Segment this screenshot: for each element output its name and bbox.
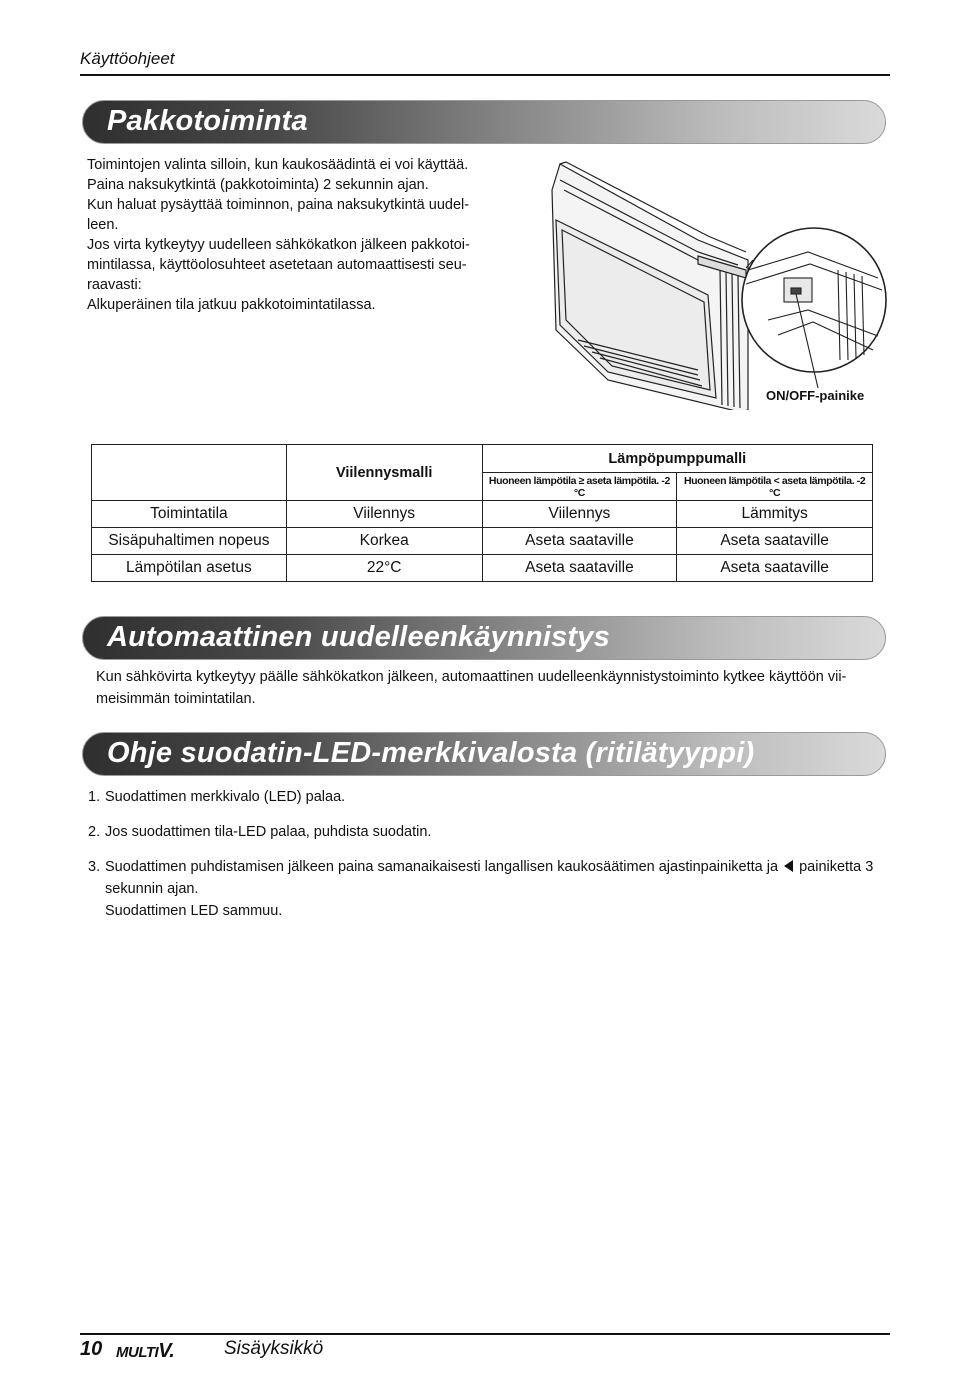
cell-cooling: 22°C	[286, 555, 482, 582]
running-header: Käyttöohjeet	[80, 49, 175, 68]
on-off-button-label: ON/OFF-painike	[766, 388, 865, 403]
section-bar-filter-led	[82, 732, 886, 776]
left-arrow-icon	[784, 860, 793, 872]
list-item	[88, 786, 878, 808]
item-text: painiketta 3	[799, 859, 874, 875]
text-line: meisimmän toimintatilan.	[96, 691, 256, 707]
cell-cooling: Korkea	[286, 528, 482, 555]
cell-hp-lt: Aseta saataville	[677, 555, 873, 582]
text-line: Paina naksukytkintä (pakkotoiminta) 2 sekunnin ajan.	[87, 177, 429, 193]
cell-hp-ge: Aseta saataville	[482, 555, 677, 582]
table-row	[92, 528, 873, 555]
text-line: Jos virta kytkeytyy uudelleen sähkökatkon jälkeen pakkotoi-	[87, 237, 470, 253]
header-heatpump-model: Lämpöpumppumalli	[482, 445, 872, 473]
row-label: Toimintatila	[92, 501, 287, 528]
section-bar-forced-operation	[82, 100, 886, 144]
section-title: Ohje suodatin-LED-merkkivalosta (ritilätyyppi)	[107, 737, 755, 769]
item-number: 3.	[88, 859, 101, 875]
page-number: 10	[80, 1338, 103, 1360]
brand-text: MULTI	[116, 1344, 159, 1361]
cell-cooling: Viilennys	[286, 501, 482, 528]
item-text: sekunnin ajan.	[105, 881, 199, 897]
subheader-ge: Huoneen lämpötila ≥ aseta lämpötila. -2 °C	[482, 473, 677, 501]
section-bar-auto-restart	[82, 616, 886, 660]
list-item	[88, 856, 878, 922]
text-line: Kun sähkövirta kytkeytyy päälle sähkökatkon jälkeen, automaattinen uudelleenkäynnistystoiminto kytkee käyttöön vii-	[96, 669, 847, 685]
table-row	[92, 555, 873, 582]
row-label: Sisäpuhaltimen nopeus	[92, 528, 287, 555]
list-item	[88, 821, 878, 843]
item-number: 1.	[88, 789, 101, 805]
item-text: Suodattimen merkkivalo (LED) palaa.	[105, 789, 346, 805]
text-line: Kun haluat pysäyttää toiminnon, paina naksukytkintä uudel-	[87, 197, 470, 213]
table-header-row	[92, 445, 873, 473]
cell-hp-ge: Viilennys	[482, 501, 677, 528]
header-rule	[80, 74, 890, 76]
section-title: Pakkotoiminta	[107, 105, 308, 137]
cell-hp-lt: Aseta saataville	[677, 528, 873, 555]
subheader-lt: Huoneen lämpötila < aseta lämpötila. -2 °C	[677, 473, 873, 501]
cell-hp-ge: Aseta saataville	[482, 528, 677, 555]
brand-v: V.	[158, 1340, 175, 1362]
auto-restart-text	[96, 666, 888, 710]
indoor-unit-figure	[548, 160, 888, 410]
item-text: Suodattimen puhdistamisen jälkeen paina samanaikaisesti langallisen kaukosäätimen ajastinpainiketta ja	[105, 859, 779, 875]
forced-operation-text	[87, 155, 517, 315]
item-text: Suodattimen LED sammuu.	[105, 903, 283, 919]
table-row	[92, 501, 873, 528]
filter-led-steps	[88, 786, 878, 935]
text-line: Alkuperäinen tila jatkuu pakkotoimintatilassa.	[87, 297, 376, 313]
indoor-unit-illustration	[548, 160, 888, 410]
text-line: raavasti:	[87, 277, 142, 293]
item-text: Jos suodattimen tila-LED palaa, puhdista suodatin.	[105, 824, 432, 840]
footer-rule	[80, 1333, 890, 1335]
text-line: mintilassa, käyttöolosuhteet asetetaan automaattisesti seu-	[87, 257, 467, 273]
cell-hp-lt: Lämmitys	[677, 501, 873, 528]
brand-logo	[116, 1340, 174, 1363]
text-line: Toimintojen valinta silloin, kun kaukosäädintä ei voi käyttää.	[87, 157, 469, 173]
footer-label: Sisäyksikkö	[224, 1338, 324, 1359]
forced-operation-table	[91, 444, 873, 582]
item-number: 2.	[88, 824, 101, 840]
header-cooling-model: Viilennysmalli	[286, 445, 482, 501]
section-title: Automaattinen uudelleenkäynnistys	[107, 621, 610, 653]
row-label: Lämpötilan asetus	[92, 555, 287, 582]
table-corner-cell	[92, 445, 287, 501]
text-line: leen.	[87, 217, 119, 233]
